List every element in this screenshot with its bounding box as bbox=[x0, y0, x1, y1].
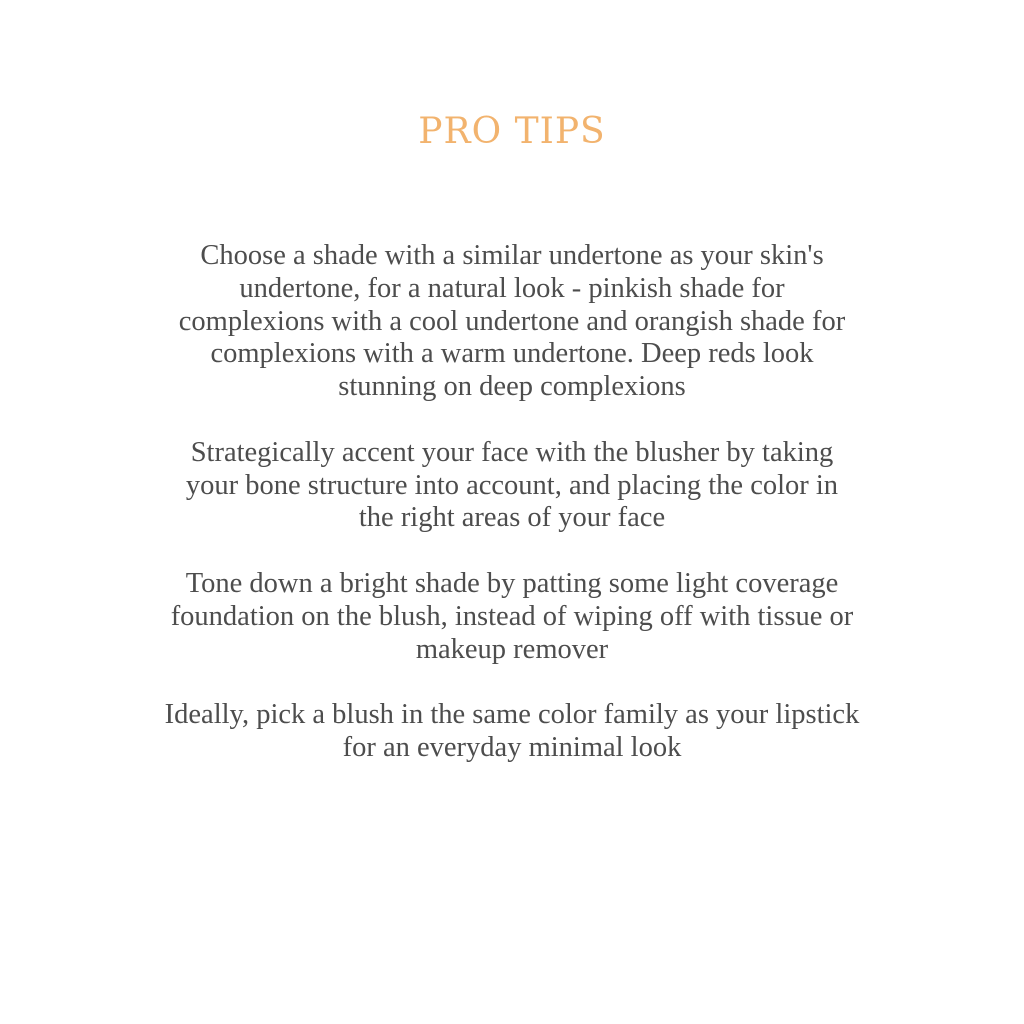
tips-list bbox=[72, 240, 952, 798]
page-title: PRO TIPS bbox=[418, 111, 606, 152]
tip-line: Choose a shade with a similar undertone as your skin's bbox=[200, 240, 824, 271]
tip-line: makeup remover bbox=[415, 633, 609, 665]
tip-line: complexions with a cool undertone and orangish shade for bbox=[178, 305, 846, 337]
tip-line: Tone down a bright shade by patting some light coverage bbox=[185, 567, 839, 599]
tip-line: foundation on the blush, instead of wiping off with tissue or bbox=[170, 600, 854, 632]
tip-paragraph bbox=[72, 240, 952, 404]
tip-paragraph bbox=[72, 568, 952, 666]
tip-line: the right areas of your face bbox=[358, 502, 666, 534]
tip-line: stunning on deep complexions bbox=[338, 371, 686, 403]
tip-paragraph bbox=[72, 699, 952, 765]
tip-line: undertone, for a natural look - pinkish shade for bbox=[239, 272, 785, 304]
tip-paragraph bbox=[72, 437, 952, 535]
tip-line: Ideally, pick a blush in the same color family as your lipstick bbox=[164, 699, 860, 731]
tip-line: Strategically accent your face with the blusher by taking bbox=[190, 436, 834, 468]
tip-line: complexions with a warm undertone. Deep reds look bbox=[210, 338, 814, 370]
tip-line: your bone structure into account, and placing the color in bbox=[185, 469, 839, 501]
tip-line: for an everyday minimal look bbox=[342, 731, 682, 763]
